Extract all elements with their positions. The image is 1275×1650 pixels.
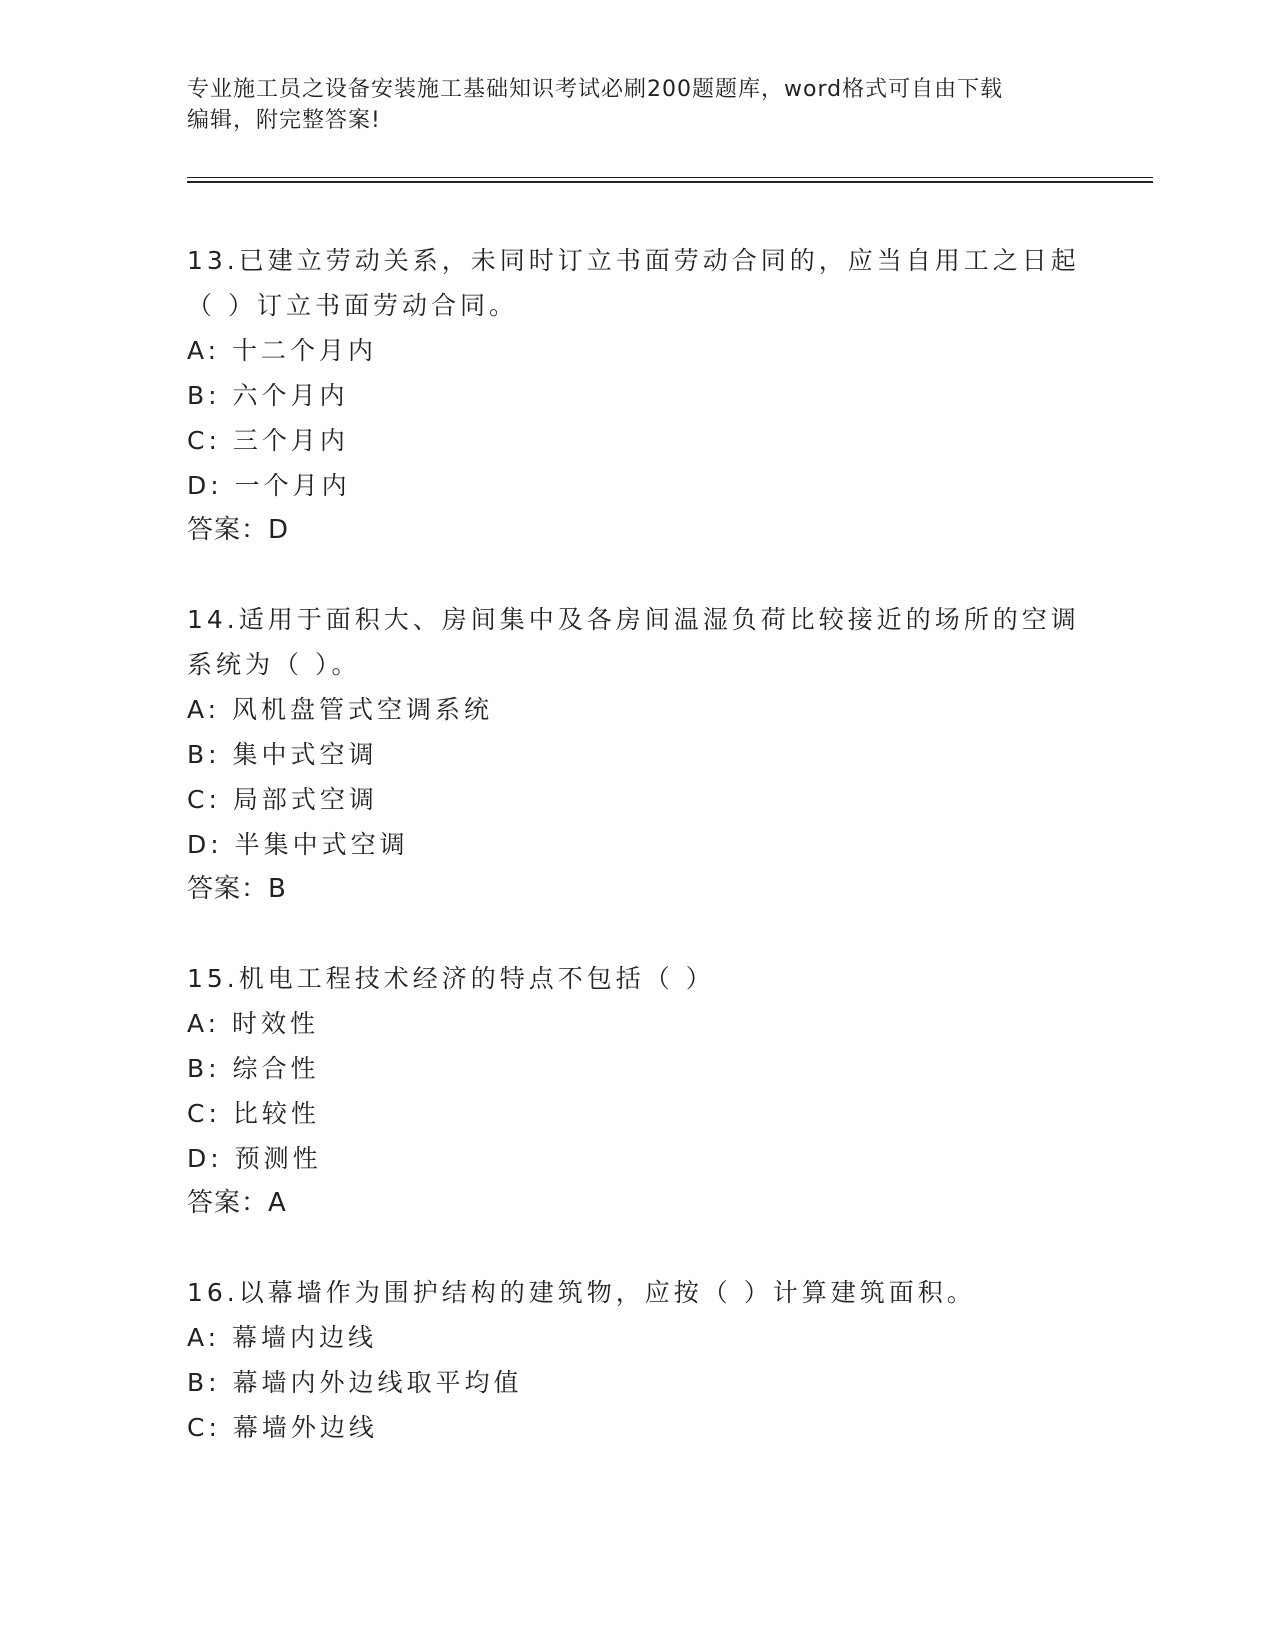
option-b: B: 综合性 <box>187 1054 320 1083</box>
option-a: A: 时效性 <box>187 1009 320 1038</box>
question-text: （ ）订立书面劳动合同。 <box>187 291 518 320</box>
document-header <box>187 74 1067 136</box>
option-b: B: 幕墙内外边线取平均值 <box>187 1368 523 1397</box>
question-text: 14.适用于面积大、房间集中及各房间温湿负荷比较接近的场所的空调 <box>187 605 1080 634</box>
question-13 <box>187 238 1087 553</box>
option-c: C: 三个月内 <box>187 426 349 455</box>
option-a: A: 风机盘管式空调系统 <box>187 695 494 724</box>
question-text: 15.机电工程技术经济的特点不包括（ ） <box>187 964 715 993</box>
question-list <box>187 238 1087 1494</box>
question-15 <box>187 956 1087 1226</box>
option-b: B: 六个月内 <box>187 381 349 410</box>
option-c: C: 幕墙外边线 <box>187 1413 378 1442</box>
question-text: 13.已建立劳动关系，未同时订立书面劳动合同的，应当自用工之日起 <box>187 246 1080 275</box>
answer: 答案：D <box>187 515 290 545</box>
option-a: A: 幕墙内边线 <box>187 1323 378 1352</box>
option-d: D: 预测性 <box>187 1144 322 1173</box>
header-line: 专业施工员之设备安装施工基础知识考试必刷200题题库，word格式可自由下载 <box>187 77 1004 102</box>
header-divider <box>187 177 1153 178</box>
header-divider <box>187 181 1153 183</box>
question-text: 系统为（ ）。 <box>187 650 361 679</box>
answer: 答案：A <box>187 1188 287 1218</box>
answer: 答案：B <box>187 874 287 904</box>
option-d: D: 一个月内 <box>187 471 351 500</box>
header-line: 编辑，附完整答案! <box>187 108 381 133</box>
option-c: C: 比较性 <box>187 1099 320 1128</box>
option-b: B: 集中式空调 <box>187 740 378 769</box>
question-14 <box>187 597 1087 912</box>
question-16 <box>187 1270 1087 1450</box>
option-d: D: 半集中式空调 <box>187 830 409 859</box>
question-text: 16.以幕墙作为围护结构的建筑物，应按（ ）计算建筑面积。 <box>187 1278 976 1307</box>
option-c: C: 局部式空调 <box>187 785 378 814</box>
option-a: A: 十二个月内 <box>187 336 378 365</box>
